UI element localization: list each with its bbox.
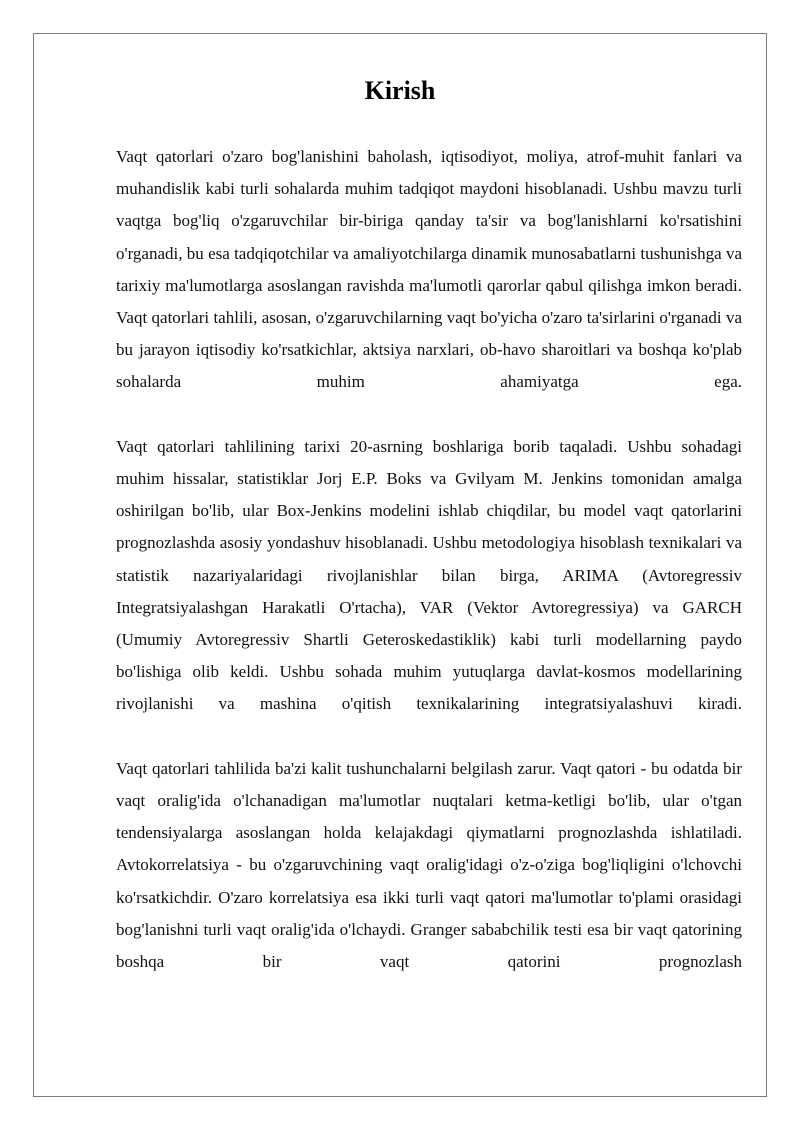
document-body [116,141,742,978]
paragraph-2: Vaqt qatorlari tahlilining tarixi 20-asrning boshlariga borib taqaladi. Ushbu sohadagi muhim hissalar, statistiklar Jorj E.P. Boks va Gvilyam M. Jenkins tomonidan amalga oshirilgan bo'lib, ular Box-Jenkins modelini ishlab chiqdilar, bu model vaqt qatorlarini prognozlashda asosiy yondashuv hisoblanadi. Ushbu metodologiya hisoblash texnikalari va statistik nazariyalaridagi rivojlanishlar bilan birga, ARIMA (Avtoregressiv Integratsiyalashgan Harakatli O'rtacha), VAR (Vektor Avtoregressiya) va GARCH (Umumiy Avtoregressiv Shartli Geteroskedastiklik) kabi turli modellarning paydo bo'lishiga olib keldi. Ushbu sohada muhim yutuqlarga davlat-kosmos modellarining rivojlanishi va mashina o'qitish texnikalarining integratsiyalashuvi kiradi. [116,436,742,714]
paragraph-3: Vaqt qatorlari tahlilida ba'zi kalit tushunchalarni belgilash zarur. Vaqt qatori - bu odatda bir vaqt oralig'ida o'lchanadigan ma'lumotlar nuqtalari ketma-ketligi bo'lib, ular o'tgan tendensiyalarga asoslangan holda kelajakdagi qiymatlarni prognozlashda ishlatiladi. Avtokorrelatsiya - bu o'zgaruvchining vaqt oralig'idagi o'z-o'ziga bog'liqligini o'lchovchi ko'rsatkichdir. O'zaro korrelatsiya esa ikki turli vaqt qatori ma'lumotlar to'plami orasidagi bog'lanishni turli vaqt oralig'ida o'lchaydi. Granger sababchilik testi esa bir vaqt qatorining boshqa bir vaqt qatorini prognozlash [116,758,742,972]
paragraph-1: Vaqt qatorlari o'zaro bog'lanishini baholash, iqtisodiyot, moliya, atrof-muhit fanlari va muhandislik kabi turli sohalarda muhim tadqiqot maydoni hisoblanadi. Ushbu mavzu turli vaqtga bog'liq o'zgaruvchilar bir-biriga qanday ta'sir va bog'lanishlarni ko'rsatishini o'rganadi, bu esa tadqiqotchilar va amaliyotchilarga dinamik munosabatlarni tushunishga va tarixiy ma'lumotlarga asoslangan ravishda ma'lumotli qarorlar qabul qilishga imkon beradi. Vaqt qatorlari tahlili, asosan, o'zgaruvchilarning vaqt bo'yicha o'zaro ta'sirlarini o'rganadi va bu jarayon iqtisodiy ko'rsatkichlar, aktsiya narxlari, ob-havo sharoitlari va boshqa ko'plab sohalarda muhim ahamiyatga ega. [116,147,742,392]
document-title: Kirish [364,76,436,105]
